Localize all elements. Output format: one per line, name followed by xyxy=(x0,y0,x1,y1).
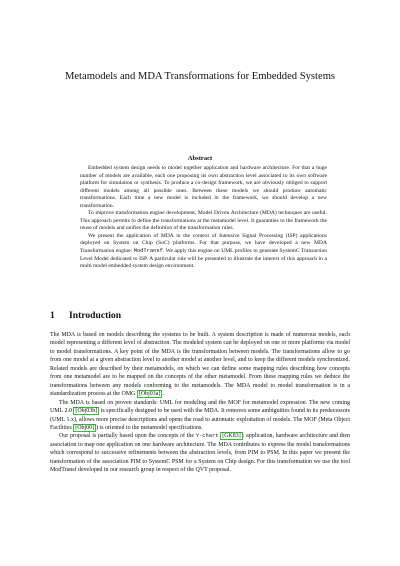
abstract-paragraph: To improve transformation engine development, Model Driven Architecture (MDA) techniques are useful. This approach permits to define the transformations at the metamodel level. It guaranties to the framework the reuse of models and unifies the definition of the transformation rules. xyxy=(80,210,327,232)
abstract-paragraph xyxy=(80,233,327,271)
text-run: The MDA is based on models describing the systems to be built. A system description is made of numerous models, each model representing a different level of abstraction. The modeled system can be deployed on one or more platforms via model to model transformations. A key point of the MDA is the transformation between models. The transformations allow to go from one model at a given abstraction level to another model at another level, and to keep the different models synchronized. Related models are described by their metamodels, on which we can define some mapping rules describing how concepts from one metamodel are to be mapped on the concepts of the other metamodel. From these mapping rules we deduce the transformations between any models conforming to the metamodels. The MDA model to model transformation is in a standardization process at the OMG xyxy=(50,332,350,398)
text-run: Our proposal is partially based upon the concepts of the xyxy=(59,433,196,440)
text-run: We present the application of MDA in the context of Intensive Signal Processing (ISP) applications deployed on System on Chip (SoC) platforms. For that purpose, we have developed a new MDA Transformation engine: xyxy=(80,232,327,255)
text-run: . xyxy=(162,391,164,398)
text-run: is specifically designed to be used with the MDA. It removes some ambiguities found in its predecessors (UML 1.x), allows more precise descriptions and opens the road to automatic exploitation of models. The MOF (Meta Object Facilities xyxy=(50,408,350,431)
section-number: 1 xyxy=(50,310,55,321)
body-text xyxy=(50,331,350,475)
code-text: ModTransf xyxy=(133,248,163,255)
text-run: : application, hardware architecture and then association to map one application on one hardware architecture. The MDA contributes to express the model transformations which correspond to successive refinements between the abstraction levels, from PIM to PSM. In this paper we present the transformation of the association PIM to SystemC PSM for a System on Chip design. For this transformation we use the tool ModTransf developed in our research group in respect of the QVT proposal. xyxy=(50,433,351,474)
abstract-paragraph: Embedded system design needs to model together application and hardware architecture. For that a huge number of models are available, each one proposing its own abstraction level associated to its own software platform for simulation or synthesis. To produce a co-design framework, we are obviously obliged to support different models among all possible ones. Between these models we should produce automatic transformations. Each time a new model is included in the framework, we should develop a new transformation. xyxy=(80,165,327,209)
code-text: Y-chart xyxy=(195,433,219,440)
citation-link[interactable]: [GK83] xyxy=(222,433,241,440)
section-title: Introduction xyxy=(69,310,122,321)
body-paragraph xyxy=(50,399,350,433)
citation-link[interactable]: [Obj00] xyxy=(75,424,95,431)
text-run: ) is oriented to the metamodel specifications. xyxy=(96,424,203,431)
abstract-body xyxy=(80,165,327,271)
text-run: The MDA is based on proven standards: UML for modeling and the MOF for metamodel expression. The new coming UML 2.0 xyxy=(50,399,350,415)
body-paragraph xyxy=(50,331,350,399)
section-heading xyxy=(50,310,121,321)
paper-title: Metamodels and MDA Transformations for Embedded Systems xyxy=(64,71,336,82)
citation-link[interactable]: [Obj03b] xyxy=(75,408,98,415)
body-paragraph xyxy=(50,432,350,474)
abstract-heading: Abstract xyxy=(187,155,213,162)
citation-link[interactable]: [Obj03a] xyxy=(138,391,161,398)
text-run: . We apply this engine on UML profiles to generate SystemC Transaction Level Model dedicated to ISP. A particular rule will be presented to illustrate the interest of this approach in a multi model embedded system design environment. xyxy=(80,248,327,270)
